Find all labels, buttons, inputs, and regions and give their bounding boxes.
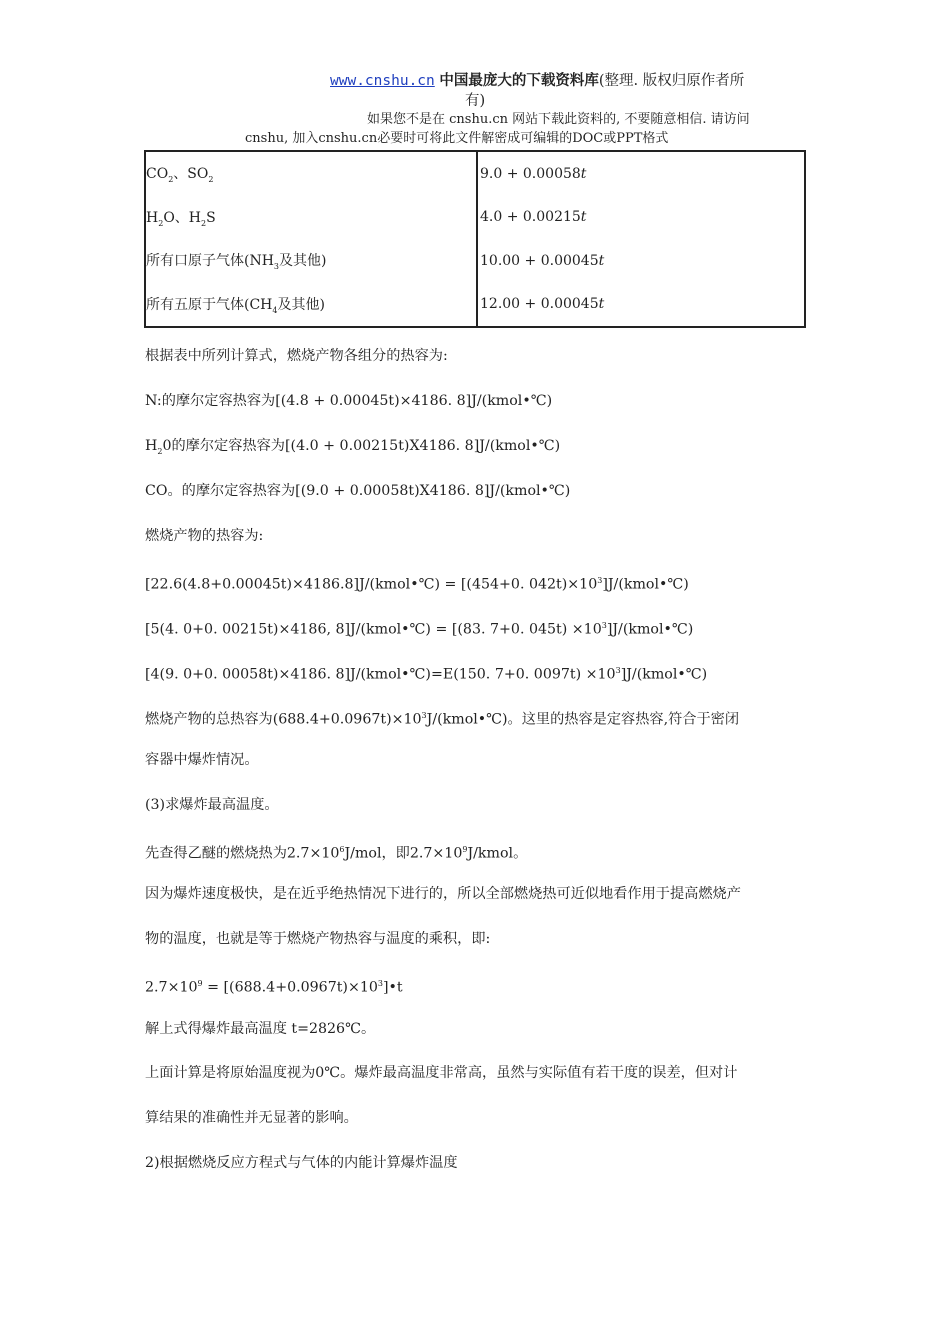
notice-line-1: 如果您不是在 cnshu.cn 网站下载此资料的, 不要随意相信. 请访问 xyxy=(367,112,750,127)
site-note: (整理. 版权归原作者所 xyxy=(598,73,745,89)
paragraph: 物的温度，也就是等于燃烧产物热容与温度的乘积，即: xyxy=(145,931,491,947)
paragraph: 算结果的准确性并无显著的影响。 xyxy=(145,1110,358,1126)
paragraph: CO。的摩尔定容热容为[(9.0 + 0.00058t)X4186. 8]J/(kmol•℃) xyxy=(145,483,571,499)
formula-cell: 10.00 + 0.00045t xyxy=(480,252,605,269)
paragraph: 燃烧产物的总热容为$(688.4+0.0967t)\times 10^3J/(kmol•℃)$。这里的热容是定容热容,符合于密闭 xyxy=(145,711,740,728)
paragraph: 先查得乙醚的燃烧热为$2.7\times 10^6J$/mol，即$2.7\times 10^9J$/kmol。 xyxy=(145,845,528,862)
paragraph: 燃烧产物的热容为: xyxy=(145,528,264,544)
gas-cell: $H_2O$、$H_2S$ xyxy=(145,196,477,240)
formula-cell: 12.00 + 0.00045t xyxy=(480,296,605,313)
formula-cell: 9.0 + 0.00058t xyxy=(480,165,587,182)
paragraph: 上面计算是将原始温度视为0℃。爆炸最高温度非常高，虽然与实际值有若干度的误差，但对计 xyxy=(145,1065,738,1081)
table-row xyxy=(145,239,805,283)
equation: $2.7\times 10^9$ = $[(688.4+0.0967t)\times 10^3]•t$ xyxy=(145,979,403,996)
site-link[interactable]: www.cnshu.cn xyxy=(330,73,435,89)
formula-cell: 4.0 + 0.00215t xyxy=(480,209,587,226)
notice-line-2: cnshu, 加入cnshu.cn必要时可将此文件解密成可编辑的DOC或PPT格式 xyxy=(245,131,669,146)
paragraph: 容器中爆炸情况。 xyxy=(145,752,259,768)
heat-capacity-table xyxy=(144,150,806,328)
equation: [4(9. 0+0. 00058t)×4186. 8]J/(kmol•℃)=E(150. 7+0. $0097t) \times 10^3]J/(kmol•℃)$ xyxy=(145,666,708,683)
site-note-cont: 有) xyxy=(465,93,486,109)
gas-cell: 所有五原于气体($CH_4$及其他) xyxy=(145,283,477,328)
paragraph: N:的摩尔定容热容为[(4.8 + 0.00045t)×4186. 8]J/(kmol•℃) xyxy=(145,393,553,409)
paragraph: 解上式得爆炸最高温度 t=2826℃。 xyxy=(145,1021,376,1037)
gas-cell: $CO_2$、$SO_2$ xyxy=(145,151,477,196)
table-row xyxy=(145,151,805,196)
equation: [5(4. 0+0. 00215t)×4186, 8]J/(kmol•℃) = [(83. 7+0. $045t) \times 10^3]J/(kmol•℃)$ xyxy=(145,621,694,638)
paragraph: $H_20$的摩尔定容热容为[(4.0 + 0.00215t)X4186. 8]J/(kmol•℃) xyxy=(145,438,561,456)
gas-cell: 所有口原子气体($NH_3$及其他) xyxy=(145,239,477,283)
site-title: 中国最庞大的下载资料库 xyxy=(439,73,599,89)
section-heading: 2)根据燃烧反应方程式与气体的内能计算爆炸温度 xyxy=(145,1155,458,1171)
paragraph: 根据表中所列计算式，燃烧产物各组分的热容为: xyxy=(145,348,448,364)
header-title xyxy=(330,71,805,109)
table-row xyxy=(145,196,805,240)
paragraph: (3)求爆炸最高温度。 xyxy=(145,797,279,813)
table-row xyxy=(145,283,805,328)
header-notice xyxy=(145,110,805,148)
paragraph: 因为爆炸速度极快，是在近乎绝热情况下进行的，所以全部燃烧热可近似地看作用于提高燃烧产 xyxy=(145,886,741,902)
equation: [22.6(4.8+0.00045t)×4186.8]J/(kmol•℃) = [(454+0. $042t)\times 10^3]J/(kmol•℃)$ xyxy=(145,576,689,593)
